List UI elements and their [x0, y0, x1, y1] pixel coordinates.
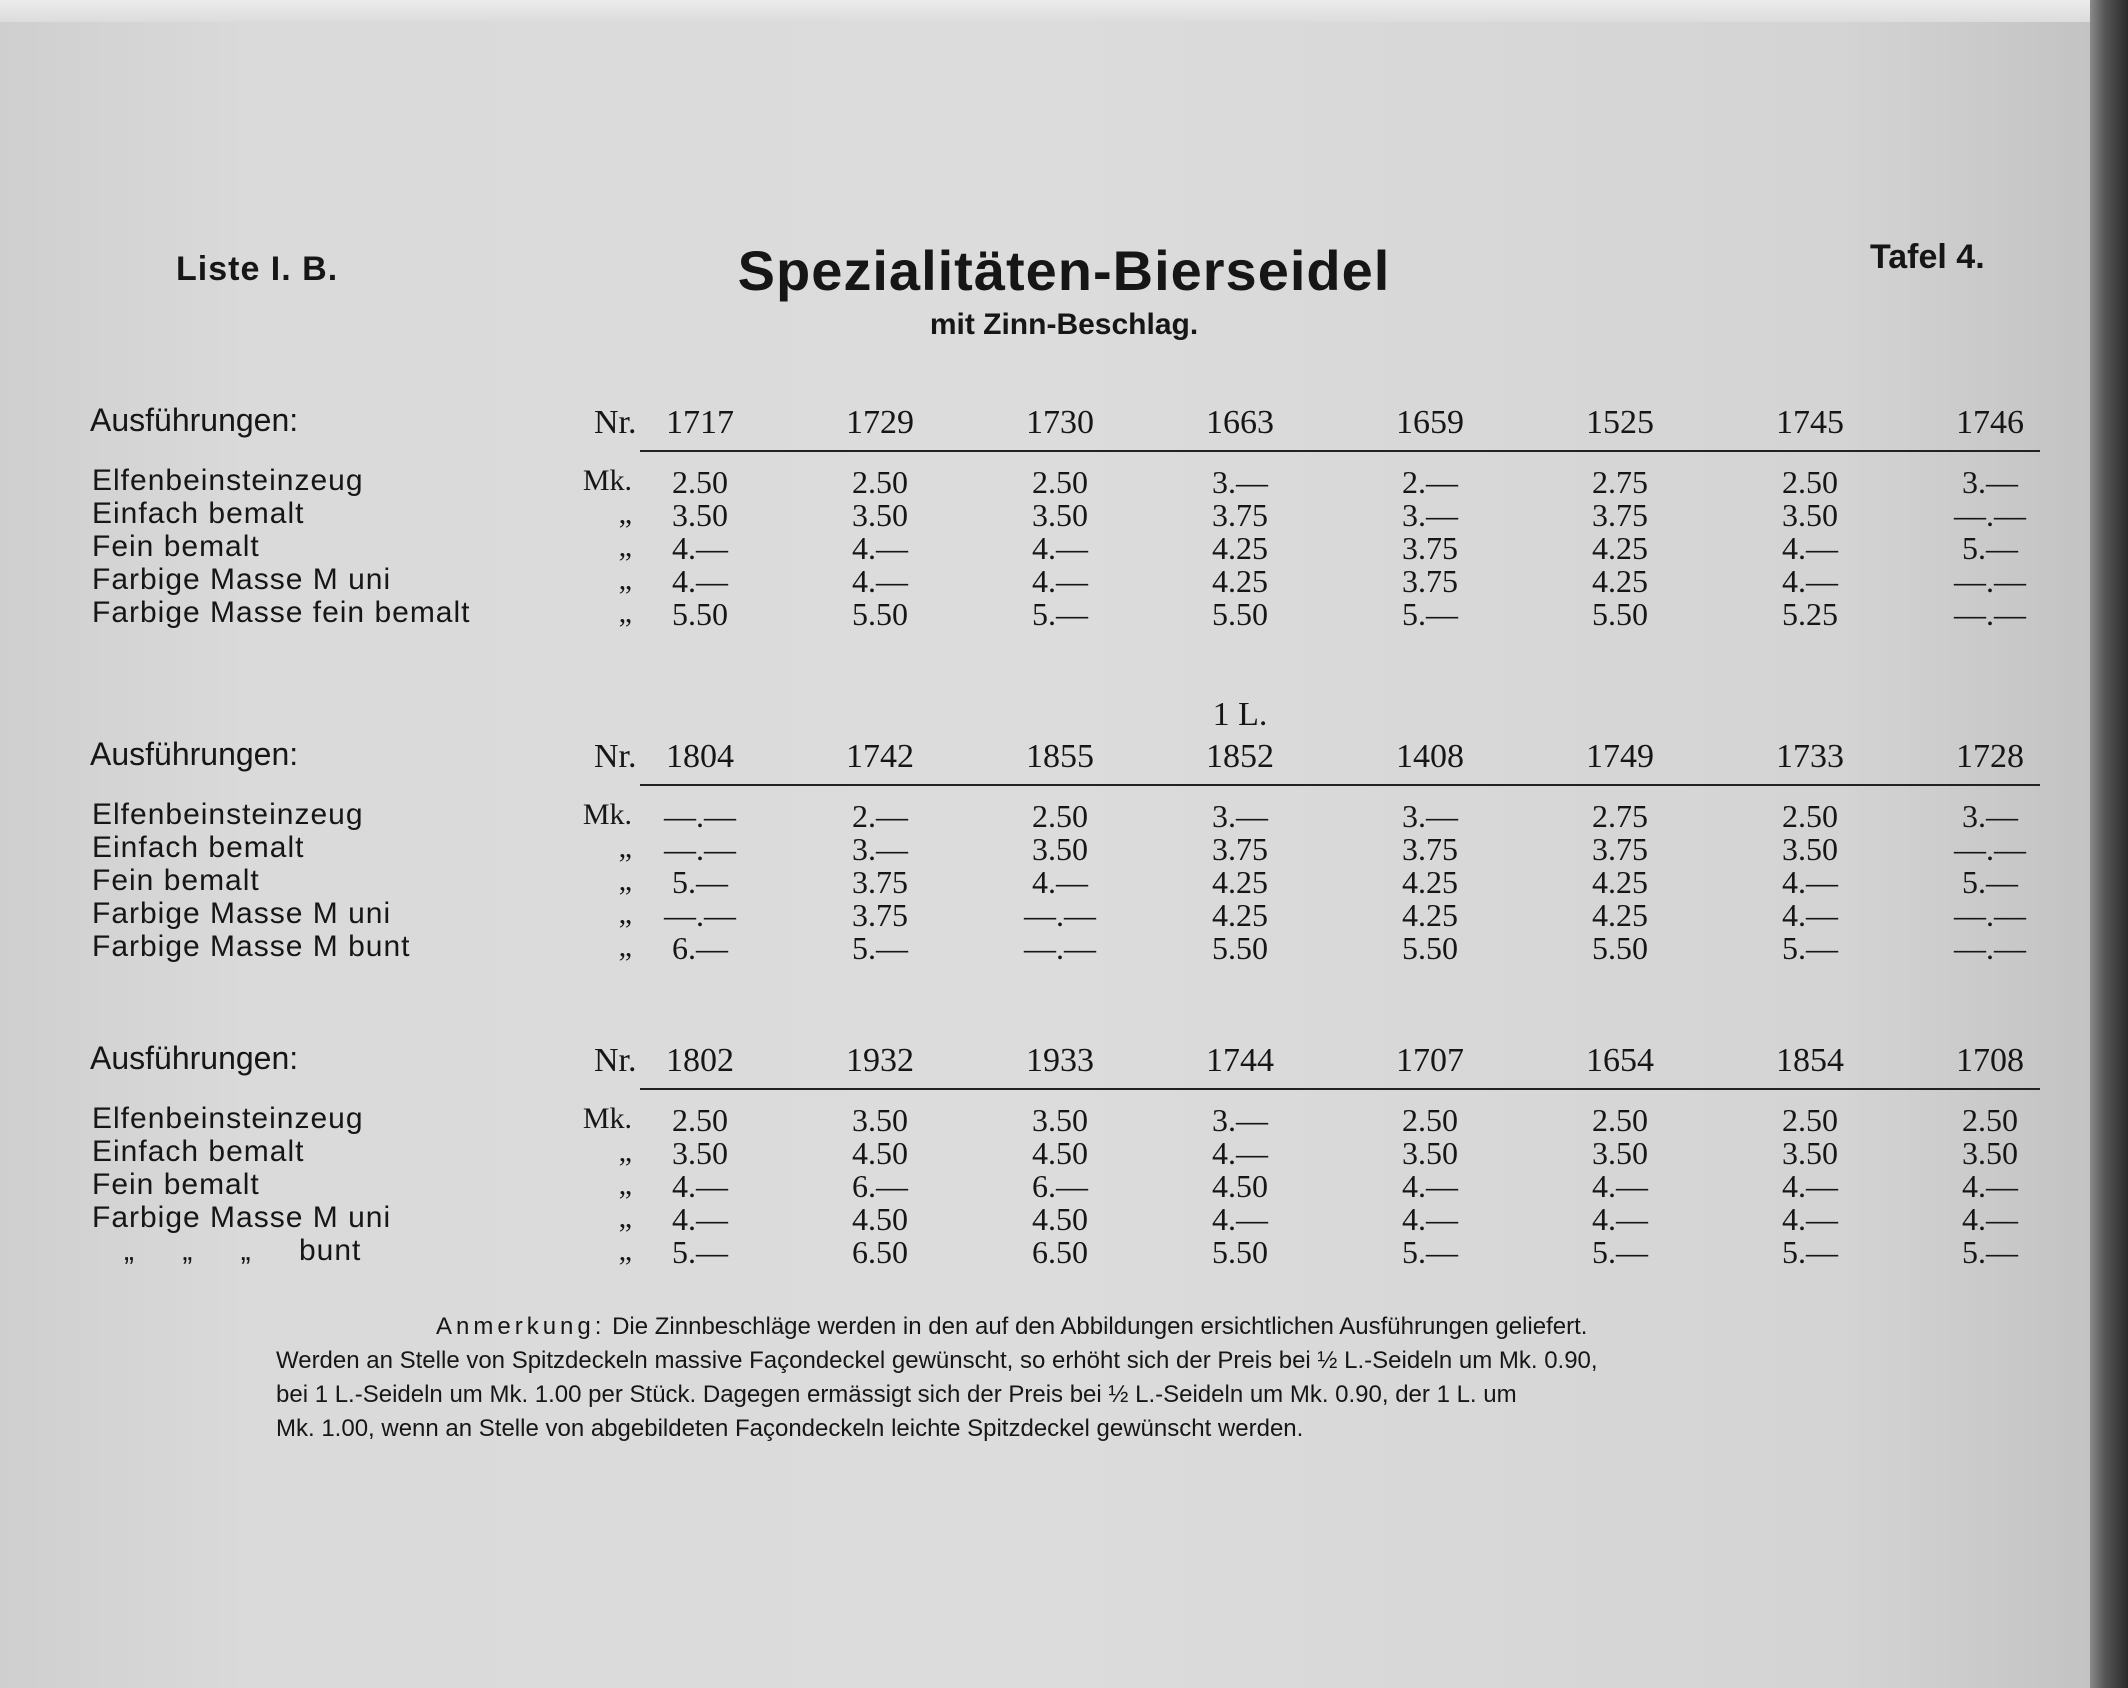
section-label: Ausführungen: — [90, 402, 299, 438]
column-number — [1540, 1042, 1700, 1080]
row-unit: Mk. — [582, 798, 632, 831]
row-label: Farbige Masse M uni — [92, 1201, 392, 1234]
nr-label: Nr. — [594, 738, 637, 775]
price-cell: 4.25 — [1592, 530, 1648, 566]
price-row — [0, 930, 2090, 966]
row-unit: „ — [618, 1201, 632, 1234]
page-top-strip — [0, 0, 2090, 22]
price-cell: 5.— — [1032, 596, 1088, 632]
price-cell: 3.75 — [852, 864, 908, 900]
price-cell: 4.— — [1782, 864, 1838, 900]
price-cell: 3.50 — [1592, 1135, 1648, 1171]
price-cell: 2.50 — [1402, 1102, 1458, 1138]
price-cell: 5.— — [672, 864, 728, 900]
price-cell: 4.25 — [1212, 530, 1268, 566]
column-number — [800, 738, 960, 776]
row-label: Farbige Masse fein bemalt — [92, 596, 471, 629]
column-number — [620, 404, 780, 442]
price-cell: 3.50 — [852, 497, 908, 533]
price-cell: 4.25 — [1592, 864, 1648, 900]
section-label: Ausführungen: — [90, 736, 299, 772]
price-cell: 3.75 — [1402, 563, 1458, 599]
price-cell: 6.50 — [852, 1234, 908, 1270]
price-cell: 4.— — [672, 563, 728, 599]
remark-line — [276, 1310, 1856, 1344]
price-row — [0, 798, 2090, 834]
price-cell: 5.50 — [1212, 930, 1268, 966]
price-cell: 3.— — [1212, 1102, 1268, 1138]
price-cell: 4.25 — [1402, 864, 1458, 900]
price-row — [0, 1234, 2090, 1270]
nr-label: Nr. — [594, 404, 637, 441]
price-rows — [0, 798, 2090, 966]
column-number — [1350, 404, 1510, 442]
price-cell: 2.50 — [852, 464, 908, 500]
price-cell: 5.50 — [1592, 596, 1648, 632]
page-subtitle: mit Zinn-Beschlag. — [929, 308, 1199, 341]
column-number-text: 1749 — [1586, 738, 1654, 775]
price-cell: 3.50 — [672, 1135, 728, 1171]
column-number — [1910, 1042, 2070, 1080]
price-cell: 3.50 — [1782, 497, 1838, 533]
price-cell: 4.50 — [1032, 1201, 1088, 1237]
price-cell: —.— — [1954, 831, 2026, 867]
price-cell: 5.— — [672, 1234, 728, 1270]
column-number-text: 1717 — [666, 404, 734, 441]
column-number — [1730, 404, 1890, 442]
column-number-text: 1742 — [846, 738, 914, 775]
price-cell: 2.50 — [672, 1102, 728, 1138]
column-number — [1160, 1042, 1320, 1080]
column-number-text: 1855 — [1026, 738, 1094, 775]
price-cell: —.— — [664, 798, 736, 834]
price-cell: 4.50 — [852, 1201, 908, 1237]
price-cell: 4.— — [672, 1168, 728, 1204]
section-rule — [640, 1088, 2040, 1090]
price-cell: 3.50 — [1032, 497, 1088, 533]
price-cell: 4.— — [672, 1201, 728, 1237]
price-row — [0, 530, 2090, 566]
price-cell: 4.50 — [852, 1135, 908, 1171]
price-cell: 4.— — [1782, 563, 1838, 599]
price-rows — [0, 464, 2090, 632]
price-cell: —.— — [1024, 930, 1096, 966]
price-cell: 4.— — [1032, 864, 1088, 900]
column-number-text: 1745 — [1776, 404, 1844, 441]
column-number-text: 1852 — [1206, 738, 1274, 775]
row-label: Elfenbeinsteinzeug — [92, 464, 364, 497]
price-cell: 5.— — [1782, 1234, 1838, 1270]
column-number-text: 1744 — [1206, 1042, 1274, 1079]
price-cell: 2.50 — [672, 464, 728, 500]
price-cell: 4.— — [852, 563, 908, 599]
price-cell: 3.75 — [1402, 530, 1458, 566]
price-cell: 4.— — [852, 530, 908, 566]
price-row — [0, 563, 2090, 599]
row-unit: „ — [618, 563, 632, 596]
column-number-text: 1707 — [1396, 1042, 1464, 1079]
price-cell: 4.— — [1782, 1201, 1838, 1237]
row-label: „ „ „ bunt — [124, 1234, 362, 1267]
column-number — [1160, 404, 1320, 442]
price-cell: 4.25 — [1212, 897, 1268, 933]
column-number-text: 1932 — [846, 1042, 914, 1079]
price-cell: 2.50 — [1962, 1102, 2018, 1138]
price-cell: 3.— — [1402, 798, 1458, 834]
column-number-text: 1854 — [1776, 1042, 1844, 1079]
price-cell: 5.50 — [1592, 930, 1648, 966]
column-number — [620, 1042, 780, 1080]
price-cell: 4.25 — [1402, 897, 1458, 933]
price-cell: 4.50 — [1032, 1135, 1088, 1171]
row-label: Farbige Masse M uni — [92, 563, 392, 596]
price-cell: 4.25 — [1212, 864, 1268, 900]
price-cell: 4.— — [1962, 1201, 2018, 1237]
price-cell: 3.— — [852, 831, 908, 867]
price-cell: 4.— — [1402, 1201, 1458, 1237]
price-cell: 3.75 — [1212, 497, 1268, 533]
price-cell: —.— — [1954, 563, 2026, 599]
row-label: Einfach bemalt — [92, 1135, 305, 1168]
price-cell: 5.50 — [1402, 930, 1458, 966]
price-cell: 5.— — [1962, 530, 2018, 566]
price-cell: 2.— — [1402, 464, 1458, 500]
row-unit: „ — [618, 930, 632, 963]
price-rows — [0, 1102, 2090, 1270]
price-row — [0, 497, 2090, 533]
price-cell: 5.50 — [852, 596, 908, 632]
price-cell: —.— — [1954, 497, 2026, 533]
column-number — [1350, 738, 1510, 776]
plate-label: Tafel 4. — [1870, 238, 1985, 276]
price-row — [0, 1168, 2090, 1204]
column-number-text: 1733 — [1776, 738, 1844, 775]
price-cell: 4.— — [1592, 1168, 1648, 1204]
row-label: Elfenbeinsteinzeug — [92, 1102, 364, 1135]
remark-line: bei 1 L.-Seideln um Mk. 1.00 per Stück. Dagegen ermässigt sich der Preis bei ½ L.-Seideln um Mk. 0.90, der 1 L. um — [276, 1381, 1517, 1408]
price-row — [0, 596, 2090, 632]
column-size-label: 1 L. — [1212, 696, 1268, 733]
row-unit: „ — [618, 530, 632, 563]
price-cell: 6.— — [672, 930, 728, 966]
column-number-text: 1659 — [1396, 404, 1464, 441]
price-cell: 5.50 — [1212, 1234, 1268, 1270]
price-cell: —.— — [1954, 897, 2026, 933]
price-cell: 5.— — [1962, 864, 2018, 900]
column-number — [1350, 1042, 1510, 1080]
column-number-text: 1654 — [1586, 1042, 1654, 1079]
price-cell: 5.— — [1782, 930, 1838, 966]
column-number-text: 1804 — [666, 738, 734, 775]
column-number-text: 1730 — [1026, 404, 1094, 441]
price-row — [0, 1135, 2090, 1171]
column-number — [1730, 1042, 1890, 1080]
price-cell: 5.25 — [1782, 596, 1838, 632]
row-unit: Mk. — [582, 1102, 632, 1135]
section-label: Ausführungen: — [90, 1040, 299, 1076]
price-cell: 3.50 — [1782, 1135, 1838, 1171]
row-label: Fein bemalt — [92, 530, 260, 563]
row-label: Einfach bemalt — [92, 831, 305, 864]
price-cell: 3.50 — [1962, 1135, 2018, 1171]
price-cell: 3.75 — [852, 897, 908, 933]
price-cell: 4.— — [672, 530, 728, 566]
column-number-text: 1525 — [1586, 404, 1654, 441]
remark-line: Mk. 1.00, wenn an Stelle von abgebildeten Façondeckeln leichte Spitzdeckel gewünscht werden. — [276, 1415, 1304, 1442]
column-number — [1730, 738, 1890, 776]
price-cell: 3.— — [1962, 464, 2018, 500]
column-number — [1910, 738, 2070, 776]
price-row — [0, 864, 2090, 900]
column-number — [1910, 404, 2070, 442]
price-cell: 4.25 — [1592, 897, 1648, 933]
row-unit: „ — [618, 1168, 632, 1201]
price-cell: —.— — [1024, 897, 1096, 933]
column-number-text: 1933 — [1026, 1042, 1094, 1079]
price-cell: 3.— — [1212, 798, 1268, 834]
price-cell: 4.— — [1782, 1168, 1838, 1204]
price-cell: 5.— — [1402, 1234, 1458, 1270]
price-cell: 2.50 — [1032, 464, 1088, 500]
page-title: Spezialitäten-Bierseidel — [737, 239, 1391, 302]
price-cell: 3.50 — [672, 497, 728, 533]
price-cell: 3.75 — [1592, 831, 1648, 867]
column-number-text: 1802 — [666, 1042, 734, 1079]
price-cell: 5.— — [1962, 1234, 2018, 1270]
column-number-text: 1746 — [1956, 404, 2024, 441]
price-cell: 3.75 — [1212, 831, 1268, 867]
price-row — [0, 831, 2090, 867]
price-cell: —.— — [664, 831, 736, 867]
column-number-text: 1729 — [846, 404, 914, 441]
column-number — [800, 1042, 960, 1080]
section-rule — [640, 450, 2040, 452]
price-cell: 2.75 — [1592, 464, 1648, 500]
price-cell: 2.50 — [1032, 798, 1088, 834]
price-cell: 2.— — [852, 798, 908, 834]
row-unit: „ — [618, 1234, 632, 1267]
price-cell: 3.50 — [1032, 1102, 1088, 1138]
price-cell: 4.50 — [1212, 1168, 1268, 1204]
price-cell: 2.50 — [1782, 1102, 1838, 1138]
column-number — [980, 738, 1140, 776]
column-number — [1160, 696, 1320, 776]
price-cell: 4.— — [1032, 530, 1088, 566]
column-number — [980, 404, 1140, 442]
price-cell: 2.50 — [1782, 464, 1838, 500]
price-cell: 6.— — [1032, 1168, 1088, 1204]
row-label: Farbige Masse M bunt — [92, 930, 411, 963]
remark-note — [276, 1310, 1856, 1446]
price-cell: —.— — [1954, 596, 2026, 632]
price-row — [0, 897, 2090, 933]
column-number-text: 1728 — [1956, 738, 2024, 775]
column-number — [980, 1042, 1140, 1080]
price-cell: 2.75 — [1592, 798, 1648, 834]
row-unit: „ — [618, 497, 632, 530]
price-cell: 3.50 — [1782, 831, 1838, 867]
list-label: Liste I. B. — [176, 250, 339, 288]
price-cell: 5.50 — [1212, 596, 1268, 632]
column-number-text: 1408 — [1396, 738, 1464, 775]
price-cell: 3.75 — [1402, 831, 1458, 867]
row-label: Farbige Masse M uni — [92, 897, 392, 930]
book-spine-edge — [2090, 0, 2128, 1688]
row-unit: „ — [618, 831, 632, 864]
price-cell: 5.50 — [672, 596, 728, 632]
price-cell: 4.— — [1212, 1201, 1268, 1237]
price-row — [0, 464, 2090, 500]
row-label: Fein bemalt — [92, 1168, 260, 1201]
price-cell: 5.— — [1592, 1234, 1648, 1270]
remark-line: Werden an Stelle von Spitzdeckeln massive Façondeckel gewünscht, so erhöht sich der Preis bei ½ L.-Seideln um Mk. 0.90, — [276, 1347, 1598, 1374]
row-unit: Mk. — [582, 464, 632, 497]
column-number-text: 1708 — [1956, 1042, 2024, 1079]
price-cell: 3.50 — [1032, 831, 1088, 867]
remark-line-text: Die Zinnbeschläge werden in den auf den Abbildungen ersichtlichen Ausführungen geliefert. — [612, 1313, 1588, 1340]
row-unit: „ — [618, 596, 632, 629]
price-cell: 4.25 — [1592, 563, 1648, 599]
column-number — [620, 738, 780, 776]
price-cell: 5.— — [852, 930, 908, 966]
price-row — [0, 1102, 2090, 1138]
column-number — [1540, 738, 1700, 776]
column-number — [800, 404, 960, 442]
price-cell: 3.50 — [852, 1102, 908, 1138]
row-unit: „ — [618, 864, 632, 897]
price-cell: 6.— — [852, 1168, 908, 1204]
price-row — [0, 1201, 2090, 1237]
price-cell: —.— — [664, 897, 736, 933]
price-cell: 3.— — [1402, 497, 1458, 533]
price-cell: —.— — [1954, 930, 2026, 966]
column-number — [1540, 404, 1700, 442]
price-cell: 2.50 — [1592, 1102, 1648, 1138]
price-cell: 4.— — [1402, 1168, 1458, 1204]
price-cell: 3.— — [1212, 464, 1268, 500]
row-label: Einfach bemalt — [92, 497, 305, 530]
price-cell: 3.50 — [1402, 1135, 1458, 1171]
nr-label: Nr. — [594, 1042, 637, 1079]
price-cell: 4.— — [1782, 897, 1838, 933]
price-cell: 3.— — [1962, 798, 2018, 834]
column-number-text: 1663 — [1206, 404, 1274, 441]
price-cell: 4.— — [1212, 1135, 1268, 1171]
price-cell: 4.— — [1032, 563, 1088, 599]
row-unit: „ — [618, 897, 632, 930]
price-cell: 4.— — [1592, 1201, 1648, 1237]
price-cell: 4.25 — [1212, 563, 1268, 599]
price-cell: 6.50 — [1032, 1234, 1088, 1270]
section-rule — [640, 784, 2040, 786]
remark-heading: Anmerkung: — [436, 1313, 606, 1340]
row-label: Elfenbeinsteinzeug — [92, 798, 364, 831]
price-cell: 3.75 — [1592, 497, 1648, 533]
row-unit: „ — [618, 1135, 632, 1168]
price-cell: 2.50 — [1782, 798, 1838, 834]
price-cell: 5.— — [1402, 596, 1458, 632]
row-label: Fein bemalt — [92, 864, 260, 897]
price-cell: 4.— — [1782, 530, 1838, 566]
price-cell: 4.— — [1962, 1168, 2018, 1204]
